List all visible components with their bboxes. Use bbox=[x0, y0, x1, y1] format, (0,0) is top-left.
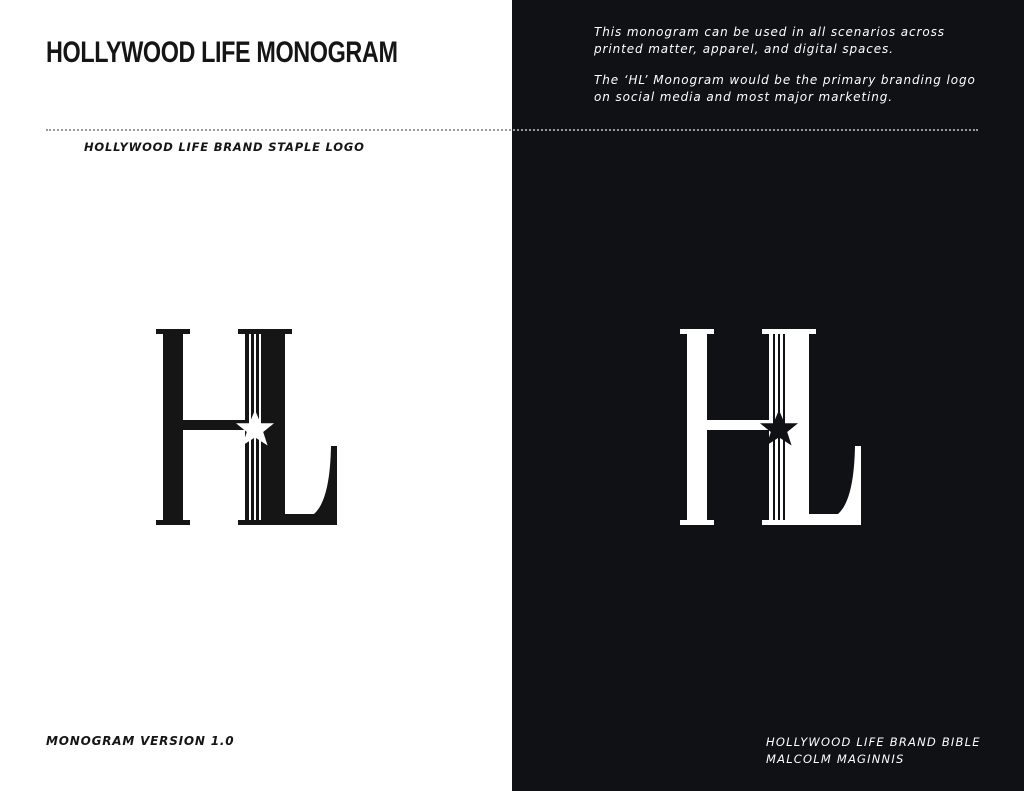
hl-monogram-graphic-inverse bbox=[674, 322, 874, 532]
dotted-divider bbox=[46, 129, 978, 131]
page-title: HOLLYWOOD LIFE MONOGRAM bbox=[46, 36, 398, 69]
description-usage: This monogram can be used in all scenarios across printed matter, apparel, and digital spaces. bbox=[594, 25, 945, 56]
hl-monogram-dark bbox=[150, 322, 350, 532]
version-label: MONOGRAM VERSION 1.0 bbox=[46, 734, 235, 748]
brand-bible-label: HOLLYWOOD LIFE BRAND BIBLE bbox=[766, 735, 981, 749]
hl-monogram-light bbox=[674, 322, 874, 532]
footer-credits bbox=[766, 734, 981, 768]
hl-monogram-graphic bbox=[150, 322, 350, 532]
author-name: MALCOLM MAGINNIS bbox=[766, 752, 905, 766]
section-subtitle: HOLLYWOOD LIFE BRAND STAPLE LOGO bbox=[84, 140, 365, 154]
description-primary-logo: The ‘HL’ Monogram would be the primary branding logo on social media and most major marketing. bbox=[594, 73, 976, 104]
